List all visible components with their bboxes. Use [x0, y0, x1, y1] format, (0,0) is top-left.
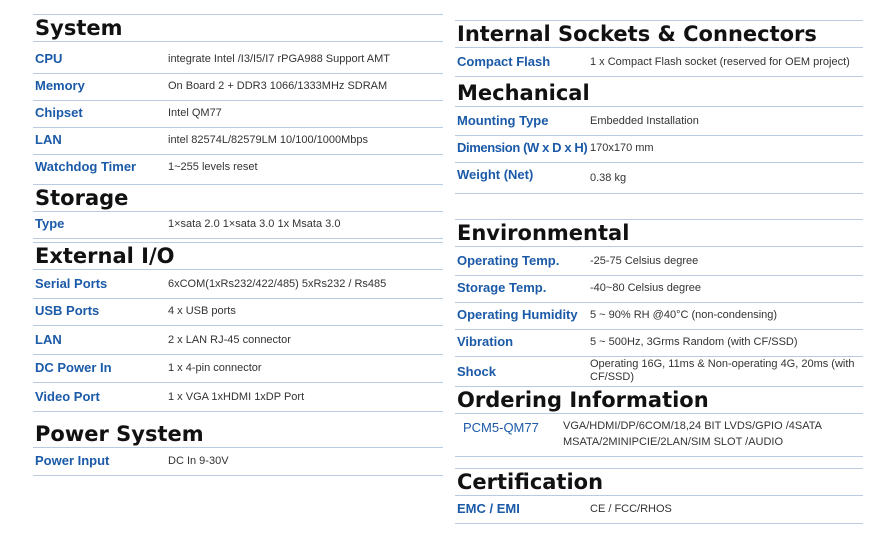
spec-value: 2 x LAN RJ-45 connector [168, 334, 291, 346]
internal-sockets-title: Internal Sockets & Connectors [455, 20, 863, 48]
spec-row-serial-ports [33, 272, 443, 299]
spec-row-operating-temp [455, 249, 863, 276]
spec-label: DC Power In [35, 360, 112, 375]
spec-value: -40~80 Celsius degree [590, 282, 701, 294]
spec-label: Mounting Type [457, 113, 549, 128]
spec-value: 6xCOM(1xRs232/422/485) 5xRs232 / Rs485 [168, 278, 387, 290]
spec-row-storage-temp [455, 276, 863, 303]
spec-label: LAN [35, 132, 62, 147]
model-description: VGA/HDMI/DP/6COM/18,24 BIT LVDS/GPIO /4SATA MSATA/2MINIPCIE/2LAN/SIM SLOT /AUDIO [563, 420, 822, 448]
spec-label: Weight (Net) [457, 167, 534, 182]
storage-title: Storage [33, 184, 443, 212]
spec-label: Type [35, 216, 65, 231]
spec-value: On Board 2 + DDR3 1066/1333MHz SDRAM [168, 80, 388, 92]
spec-row-type [33, 212, 443, 239]
external-io-title: External I/O [33, 242, 443, 270]
spec-row-dc-power-in [33, 356, 443, 383]
spec-value: -25-75 Celsius degree [590, 255, 699, 267]
spec-row-mounting-type [455, 109, 863, 136]
spec-value: 1×sata 2.0 1×sata 3.0 1x Msata 3.0 [168, 218, 341, 230]
certification-title: Certification [455, 468, 863, 496]
spec-label: Vibration [457, 334, 514, 349]
spec-row-dimension [455, 136, 863, 163]
spec-value: 1~255 levels reset [168, 161, 258, 173]
spec-value: intel 82574L/82579LM 10/100/1000Mbps [168, 134, 368, 146]
spec-value: Intel QM77 [168, 107, 222, 119]
spec-label: Compact Flash [457, 54, 551, 69]
system-title: System [33, 14, 443, 42]
spec-value: 4 x USB ports [168, 305, 236, 317]
spec-label: Memory [35, 78, 85, 93]
spec-label: Chipset [35, 105, 83, 120]
spec-row-shock [455, 356, 863, 386]
spec-value: DC In 9-30V [168, 455, 229, 467]
spec-value: 1 x VGA 1xHDMI 1xDP Port [168, 391, 305, 403]
spec-row-emc-emi [455, 497, 863, 524]
spec-row-usb-ports [33, 299, 443, 326]
model-number: PCM5-QM77 [463, 420, 539, 435]
spec-row-lan [33, 128, 443, 155]
spec-row-operating-humidity [455, 303, 863, 330]
spec-label: EMC / EMI [457, 501, 520, 516]
spec-label: LAN [35, 332, 62, 347]
spec-value: 1 x Compact Flash socket (reserved for OEM project) [590, 56, 850, 68]
spec-row-cpu [33, 47, 443, 74]
spec-value: integrate Intel /I3/I5/I7 rPGA988 Support AMT [168, 53, 390, 65]
spec-label: Shock [457, 364, 497, 379]
spec-row-chipset [33, 101, 443, 128]
spec-label: Serial Ports [35, 276, 108, 291]
spec-row-vibration [455, 330, 863, 357]
environmental-title: Environmental [455, 219, 863, 247]
spec-value: 5 ~ 90% RH @40°C (non-condensing) [590, 309, 778, 321]
spec-value: Embedded Installation [590, 115, 699, 127]
spec-row-lan-io [33, 328, 443, 355]
spec-value: Operating 16G, 11ms & Non-operating 4G, 20ms (with CF/SSD) [590, 358, 855, 383]
spec-label: Dimension (W x D x H) [457, 140, 588, 155]
spec-value: CE / FCC/RHOS [590, 503, 672, 515]
spec-label: Operating Temp. [457, 253, 560, 268]
spec-row-watchdog [33, 155, 443, 181]
spec-row-memory [33, 74, 443, 101]
spec-row-weight [455, 163, 863, 194]
spec-label: Watchdog Timer [35, 159, 137, 174]
ordering-row [455, 414, 863, 457]
spec-label: USB Ports [35, 303, 100, 318]
spec-label: Power Input [35, 453, 110, 468]
spec-label: CPU [35, 51, 63, 66]
spec-label: Operating Humidity [457, 307, 578, 322]
spec-value: 1 x 4-pin connector [168, 362, 262, 374]
mechanical-title: Mechanical [455, 80, 863, 107]
spec-row-video-port [33, 385, 443, 412]
spec-row-compact-flash [455, 50, 863, 77]
spec-label: Video Port [35, 389, 100, 404]
ordering-information-title: Ordering Information [455, 386, 863, 414]
spec-value: 5 ~ 500Hz, 3Grms Random (with CF/SSD) [590, 336, 798, 348]
spec-value: 0.38 kg [590, 172, 627, 184]
spec-label: Storage Temp. [457, 280, 547, 295]
spec-value: 170x170 mm [590, 142, 654, 154]
spec-row-power-input [33, 449, 443, 476]
power-system-title: Power System [33, 421, 443, 448]
